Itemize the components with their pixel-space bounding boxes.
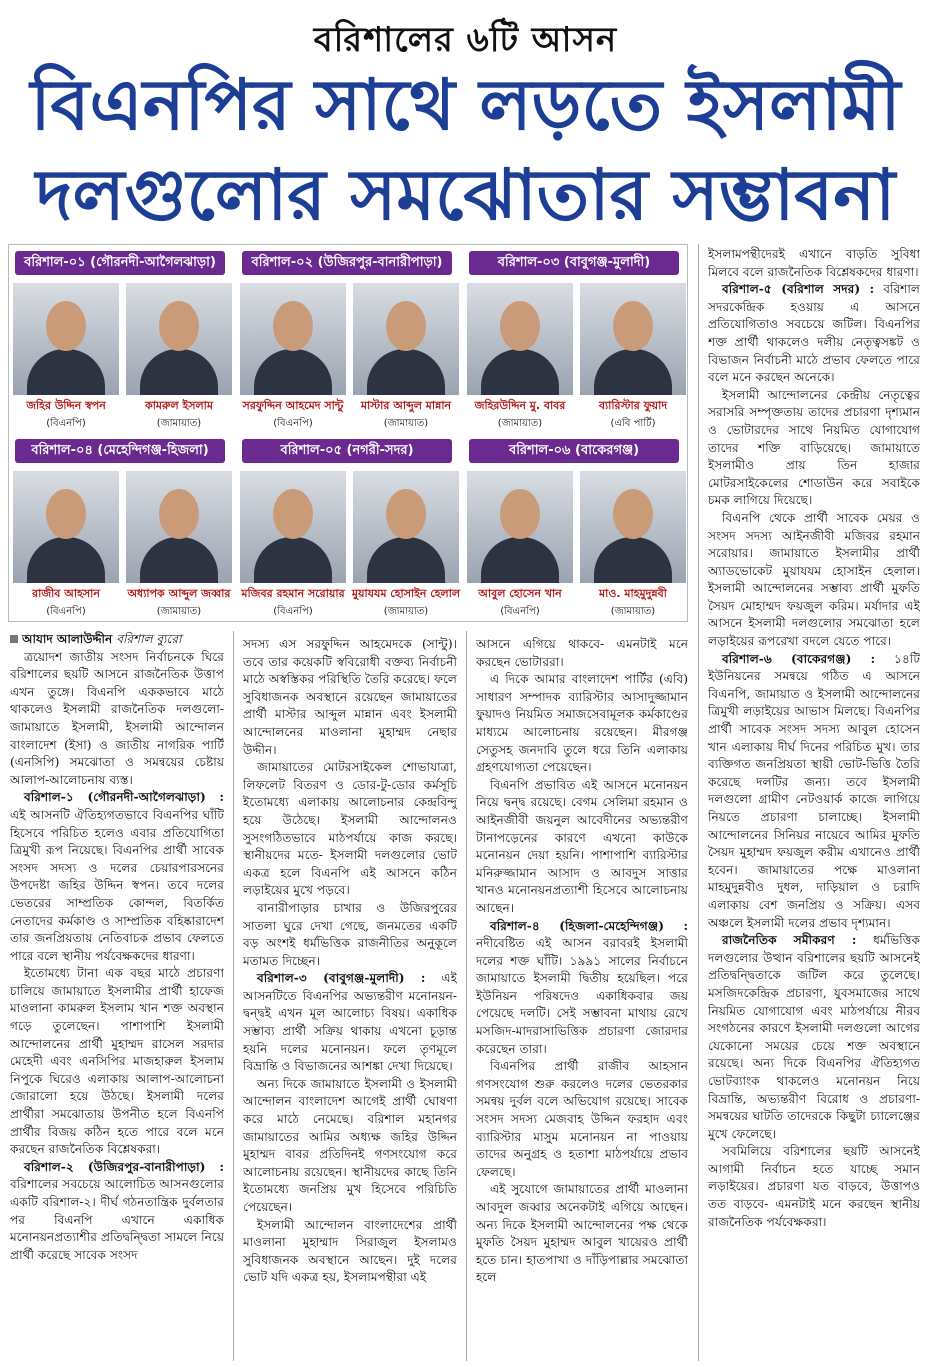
- article-paragraph: বিএনপি থেকে প্রার্থী সাবেক মেয়র ও সংসদ সদস্য আইনজীবী মজিবর রহমান সরোয়ার। জামায়াতে ইসলামীর প্রার্থী অ্যাডভোকেট মুয়াযযম হোসাইন হেলাল। ইসলামী আন্দোলনের সম্ভাব্য প্রার্থী মুফতি সৈয়দ মোহাম্মদ ফয়জুল করিম। মর্যাদার এই আসনে ইসলামী দলগুলোর সমঝোতা হলে লড়াইয়ের রূপরেখা বদলে যেতে পারে।: [708, 510, 920, 649]
- portrait-body: [367, 537, 445, 583]
- column-rule: [698, 244, 699, 1361]
- article-column-1: [10, 631, 224, 1361]
- portrait-head: [500, 301, 540, 351]
- candidate-photo: [580, 471, 686, 583]
- candidate-party: (বিএনপি): [273, 418, 313, 429]
- article-paragraph: [10, 1159, 224, 1265]
- candidate-party: (জামায়াত): [383, 418, 429, 429]
- candidate-party: (বিএনপি): [46, 418, 86, 429]
- portrait-body: [254, 537, 332, 583]
- portrait-head: [386, 301, 426, 351]
- article-paragraph: ইসলামী আন্দোলন বাংলাদেশের প্রার্থী মাওলানা মুহাম্মাদ সিরাজুল ইসলামও সুবিধাজনক অবস্থানে আছেন। দুই দলের ভোট যদি একত্র হয়, ইসলামপন্থীরা এই: [243, 1217, 457, 1285]
- candidate-card: [467, 283, 573, 435]
- portrait-head: [613, 301, 653, 351]
- candidate-card: [240, 471, 346, 623]
- reporter-desk: বরিশাল ব্যুরো: [116, 632, 182, 646]
- candidate-card: [353, 283, 459, 435]
- candidate-party: (জামায়াত): [156, 606, 202, 617]
- column-rule: [233, 631, 234, 1361]
- headline-line-2: দলগুলোর সমঝোতার সম্ভাবনা: [35, 154, 896, 236]
- article-column-3: [476, 636, 688, 1361]
- portrait-body: [367, 349, 445, 395]
- candidate-name: মাও. মাহমুদুন্নবী: [599, 587, 667, 600]
- portrait-body: [594, 349, 672, 395]
- kicker: বরিশালের ৬টি আসন: [313, 20, 618, 60]
- article-paragraph: বিএনপি প্রভাবিত এই আসনে মনোনয়ন নিয়ে দ্বন্দ্ব রয়েছে। বেগম সেলিমা রহমান ও আইনজীবী জয়নুল আবেদীনের অভ্যন্তরীণ টানাপড়েনের কারণে এখনো কাউকে মনোনয়ন দেয়া হয়নি। পাশাপাশি ব্যারিস্টার মনিরুজ্জামান আসাদ ও আবদুস সাত্তার খানও মনোনয়নপ্রত্যাশী হিসেবে আলোচনায় আছেন।: [476, 777, 688, 915]
- article-paragraph: অন্য দিকে জামায়াতে ইসলামী ও ইসলামী আন্দোলন বাংলাদেশ আগেই প্রার্থী ঘোষণা করে মাঠে নেমেছে। বরিশাল মহানগর জামায়াতের আমির অধ্যক্ষ জহির উদ্দিন মুহাম্মদ বাবর প্রতিদিনই গণসংযোগ করে আলোচনায় রয়েছেন। স্থানীয়দের কাছে তিনি ইতোমধ্যে জনপ্রিয় মুখ হিসেবে পরিচিতি পেয়েছেন।: [243, 1076, 457, 1214]
- candidate-card: [126, 471, 232, 623]
- candidate-name: আবুল হোসেন খান: [478, 587, 562, 600]
- article-paragraph: ত্রয়োদশ জাতীয় সংসদ নির্বাচনকে ঘিরে বরিশালের ছয়টি আসনে রাজনৈতিক উত্তাপ এখন তুঙ্গে। বিএনপি এককভাবে মাঠে থাকলেও ইসলামী রাজনৈতিক দলগুলো- জামায়াতে ইসলামী, ইসলামী আন্দোলন বাংলাদেশ (ইসা) ও জাতীয় নাগরিক পার্টি (এনসিপি) সমঝোতা ও সমন্বয়ের চেষ্টায় আলাপ-আলোচনায় ব্যস্ত।: [10, 649, 224, 787]
- section-subhead: বরিশাল-৫ (বরিশাল সদর) :: [722, 282, 875, 297]
- article-paragraph: [708, 651, 920, 933]
- seat-banner: বরিশাল-০৩ (বাবুগঞ্জ-মুলাদী): [469, 251, 679, 275]
- candidate-party: (এবি পার্টি): [610, 418, 656, 429]
- headline-line-1: বিএনপির সাথে লড়তে ইসলামী: [30, 64, 901, 146]
- portrait-head: [159, 301, 199, 351]
- candidate-name: অধ্যাপক আব্দুল জব্বার: [127, 587, 231, 600]
- candidate-name: রাজীব আহসান: [32, 587, 100, 600]
- candidate-card: [580, 471, 686, 623]
- candidate-name: জহির উদ্দিন স্বপন: [26, 399, 106, 412]
- seat-banner: বরিশাল-০১ (গৌরনদী-আগৈলঝাড়া): [15, 251, 225, 275]
- candidate-name: মুয়াযযম হোসাইন হেলাল: [351, 587, 461, 600]
- article-paragraph: সবমিলিয়ে বরিশালের ছয়টি আসনেই আগামী নির্বাচন হতে যাচ্ছে সমান লড়াইয়ের। প্রচারণা যত বাড়বে, উত্তাপও তত বাড়বে- এমনটাই মনে করছেন স্থানীয় রাজনৈতিক পর্যবেক্ষকরা।: [708, 1144, 920, 1229]
- article-paragraph: আসনে এগিয়ে থাকবে- এমনটাই মনে করছেন ভোটাররা।: [476, 637, 688, 669]
- seat-banner: বরিশাল-০৬ (বাকেরগঞ্জ): [469, 439, 679, 463]
- candidate-card: [467, 471, 573, 623]
- article-paragraph: এই সুযোগে জামায়াতের প্রার্থী মাওলানা আবদুল জব্বার অনেকটাই এগিয়ে আছেন। অন্য দিকে ইসলামী আন্দোলনের পক্ষ থেকে মুফতি সৈয়দ মুহাম্মদ আবুল খায়েরও প্রার্থী হতে চান। হাতপাখা ও দাঁড়িপাল্লার সমঝোতা হলে: [476, 1182, 688, 1285]
- portrait-head: [613, 489, 653, 539]
- candidate-party: (জামায়াত): [610, 606, 656, 617]
- candidate-name: ব্যারিস্টার ফুয়াদ: [598, 399, 668, 412]
- candidate-photo-panel: [8, 244, 688, 622]
- candidate-photo: [467, 283, 573, 395]
- article-column-2: [243, 636, 457, 1361]
- article-paragraph: ইসলামী আন্দোলনের কেন্দ্রীয় নেতৃত্বের সরাসরি সম্পৃক্ততায় তাদের প্রচারণা দৃশ্যমান ও ভোটারদের সাথে নিয়মিত যোগাযোগ তাদের শক্তি বাড়িয়েছে। জামায়াতে ইসলামীও প্রায় তিন হাজার মোটরসাইকেলের শোডাউন করে সবাইকে চমক লাগিয়ে দিয়েছে।: [708, 387, 920, 508]
- section-subhead: রাজনৈতিক সমীকরণ :: [722, 933, 857, 948]
- candidate-party: (জামায়াত): [383, 606, 429, 617]
- seat-banner: বরিশাল-০৫ (নগরী-সদর): [242, 439, 452, 463]
- candidate-party: (বিএনপি): [273, 606, 313, 617]
- candidate-party: (জামায়াত): [156, 418, 202, 429]
- paragraph-text: বরিশাল সদরকেন্দ্রিক হওয়ায় এ আসনে প্রতিযোগিতাও সবচেয়ে জটিল। বিএনপির শক্ত প্রার্থী থাকলেও দলীয় নেতৃত্বসঙ্কট ও বিভাজন নির্বাচনী মাঠে প্রভাব ফেলতে পারে বলে মনে করছেন অনেকে।: [708, 282, 920, 385]
- candidate-photo: [580, 283, 686, 395]
- portrait-head: [46, 301, 86, 351]
- article-paragraph: বিএনপির প্রার্থী রাজীব আহসান গণসংযোগ শুরু করলেও দলের ভেতরকার সমন্বয় দুর্বল বলে অভিযোগ রয়েছে। সাবেক সংসদ সদস্য মেজবাহ উদ্দিন ফরহাদ এবং ব্যারিস্টার মাসুম মনোনয়ন না পাওয়ায় তাদের অনুগ্রহ ও হতাশা মাঠপর্যায়ে প্রভাব ফেলছে।: [476, 1059, 688, 1179]
- article-paragraph: [243, 970, 457, 1076]
- article-paragraph: সদস্য এস সরফুদ্দিন আহমেদকে (সান্টু)। তবে তার কয়েকটি স্ববিরোধী বক্তব্য নির্বাচনী মাঠে অস্বস্তিকর পরিস্থিতি তৈরি করেছে। ফলে সুবিধাজনক অবস্থানে রয়েছেন জামায়াতের প্রার্থী মাস্টার আব্দুল মান্নান এবং ইসলামী আন্দোলনের মাওলানা মুহাম্মদ নেছার উদ্দীন।: [243, 637, 457, 757]
- section-subhead: বরিশাল-৪ (হিজলা-মেহেন্দিগঞ্জ) :: [490, 918, 688, 933]
- paragraph-text: বরিশালের সবচেয়ে আলোচিত আসনগুলোর একটি বরিশাল-২। দীর্ঘ গঠনতান্ত্রিক দুর্বলতার পর বিএনপি এখানে একাধিক মনোনয়নপ্রত্যাশীর প্রতিদ্বন্দ্বিতা সামলে নিয়ে প্রার্থী করেছে সাবেক সংসদ: [10, 1177, 224, 1262]
- article-paragraph: [476, 918, 688, 1059]
- candidate-card: [13, 283, 119, 435]
- paragraph-text: এই আসনটিতে বিএনপির অভ্যন্তরীণ মনোনয়ন-দ্বন্দ্বই এখন মূল আলোচ্য বিষয়। একাধিক সম্ভাব্য প্রার্থী সক্রিয় থাকায় এখনো চূড়ান্ত হয়নি দলের মনোনয়ন। ফলে তৃণমূলে বিভ্রান্তি ও বিভাজনের আশঙ্কা দেখা দিয়েছে।: [243, 971, 457, 1074]
- candidate-name: কামরুল ইসলাম: [145, 399, 213, 412]
- portrait-body: [594, 537, 672, 583]
- seat-banner: বরিশাল-০৪ (মেহেন্দিগঞ্জ-হিজলা): [15, 439, 225, 463]
- article-column-4: [708, 246, 920, 1361]
- portrait-body: [27, 537, 105, 583]
- candidate-card: [126, 283, 232, 435]
- portrait-body: [481, 537, 559, 583]
- candidate-card: [13, 471, 119, 623]
- candidate-photo: [467, 471, 573, 583]
- paragraph-text: ধর্মভিত্তিক দলগুলোর উত্থান বরিশালের ছয়টি আসনেই প্রতিদ্বন্দ্বিতাকে জটিল করে তুলেছে। মসজিদকেন্দ্রিক প্রচারণা, যুবসমাজের সাথে নিয়মিত যোগাযোগ এবং মাঠপর্যায়ে নীরব সংগঠনের কারণে ইসলামী দলগুলো আগের যেকোনো সময়ের চেয়ে শক্ত অবস্থানে রয়েছে। অন্য দিকে বিএনপির ঐতিহ্যগত ভোটব্যাংক থাকলেও মনোনয়ন নিয়ে বিভ্রান্তি, অভ্যন্তরীণ বিরোধ ও প্রচারণা-সমন্বয়ের ঘাটতি তাদেরকে কিছুটা চ্যালেঞ্জের মুখে ফেলেছে।: [708, 933, 920, 1141]
- portrait-body: [140, 537, 218, 583]
- column-rule: [466, 631, 467, 1361]
- candidate-card: [240, 283, 346, 435]
- article-paragraph: [10, 789, 224, 965]
- candidate-photo: [353, 283, 459, 395]
- candidate-party: (বিএনপি): [500, 606, 540, 617]
- candidate-name: সরফুদ্দিন আহমেদ সান্টু: [242, 399, 344, 412]
- portrait-head: [46, 489, 86, 539]
- article-paragraph: জামায়াতের মোটরসাইকেল শোভাযাত্রা, লিফলেট বিতরণ ও ডোর-টু-ডোর কর্মসূচি ইতোমধ্যে এলাকায় আলোচনার কেন্দ্রবিন্দু হয়ে উঠেছে। ইসলামী আন্দোলনও সুসংগঠিতভাবে মাঠপর্যায়ে কাজ করছে। স্থানীয়দের মতে- ইসলামী দলগুলোর ভোট একত্র হলে বিএনপি এই আসনে কঠিন লড়াইয়ের মুখে পড়বে।: [243, 760, 457, 898]
- candidate-name: জহিরউদ্দিন মু. বাবর: [474, 399, 566, 412]
- candidate-photo: [13, 471, 119, 583]
- article-paragraph: ইসলামপন্থীদেরই এখানে বাড়তি সুবিধা মিলবে বলে রাজনৈতিক বিশ্লেষকদের ধারণা।: [708, 247, 920, 279]
- portrait-body: [140, 349, 218, 395]
- portrait-head: [386, 489, 426, 539]
- portrait-body: [481, 349, 559, 395]
- article-paragraph: এ দিকে আমার বাংলাদেশ পার্টির (এবি) সাধারণ সম্পাদক ব্যারিস্টার আসাদুজ্জামান ফুয়াদও নিয়মিত সমাজসেবামূলক কর্মকাণ্ডের মাধ্যমে আলোচনায় রয়েছেন। মীরগঞ্জ সেতুসহ জনদাবি তুলে ধরে তিনি এলাকায় গ্রহণযোগ্যতা পেয়েছেন।: [476, 672, 688, 775]
- paragraph-text: নদীবেষ্টিত এই আসন বরাবরই ইসলামী দলের শক্ত ঘাঁটি। ১৯৯১ সালের নির্বাচনে জামায়াতে ইসলামী দ্বিতীয় হয়েছিল। পরে ইউনিয়ন পরিষদেও একাধিকবার জয় পেয়েছে দলটি। সেই সম্ভাবনা মাথায় রেখে মসজিদ-মাদরাসাভিত্তিক প্রচারণা জোরদার করেছেন তারা।: [476, 936, 688, 1056]
- byline: [10, 631, 224, 649]
- paragraph-text: এই আসনটি ঐতিহ্যগতভাবে বিএনপির ঘাঁটি হিসেবে পরিচিত হলেও এবার প্রতিযোগিতা ত্রিমুখী রূপ নিয়েছে। বিএনপির প্রার্থী সাবেক সংসদ সদস্য ও দলের চেয়ারপারসনের উপদেষ্টা জহির উদ্দিন স্বপন। তবে দলের ভেতরের সাম্প্রতিক কোন্দল, বিতর্কিত নেতাদের কর্মকাণ্ড ও সাম্প্রতিক বহিষ্কারাদেশ তার জনপ্রিয়তায় নেতিবাচক প্রভাব ফেলতে পারে বলে স্থানীয় পর্যবেক্ষকদের ধারণা।: [10, 807, 224, 963]
- portrait-body: [254, 349, 332, 395]
- article-paragraph: [708, 281, 920, 387]
- section-subhead: বরিশাল-৬ (বাকেরগঞ্জ) :: [722, 651, 876, 666]
- candidate-card: [353, 471, 459, 623]
- article-paragraph: ইতোমধ্যে টানা এক বছর মাঠে প্রচারণা চালিয়ে জামায়াতে ইসলামীর প্রার্থী হাফেজ মাওলানা কামরুল ইসলাম খান শক্ত অবস্থান গড়ে তুলেছেন। পাশাপাশি ইসলামী আন্দোলনের প্রার্থী মুহাম্মদ রাসেল সরদার মেহেদী এবং এনসিপির মাজহারুল ইসলাম নিপুকে ঘিরেও এলাকায় আলাপ-আলোচনা জোরালো হয়ে উঠছে। ইসলামী দলের প্রার্থীরা সমঝোতায় উপনীত হলে বিএনপি প্রার্থীর বিজয় কঠিন হতে পারে বলে মনে করছেন রাজনৈতিক বিশ্লেষকরা।: [10, 966, 224, 1157]
- byline-square-icon: [10, 635, 18, 643]
- candidate-photo: [126, 471, 232, 583]
- portrait-body: [27, 349, 105, 395]
- candidate-photo: [240, 283, 346, 395]
- candidate-name: মাস্টার আব্দুল মান্নান: [360, 399, 452, 412]
- candidate-photo: [353, 471, 459, 583]
- portrait-head: [273, 301, 313, 351]
- paragraph-text: ১৪টি ইউনিয়নের সমন্বয়ে গঠিত এ আসনে বিএনপি, জামায়াত ও ইসলামী আন্দোলনের ত্রিমুখী লড়াইয়ের আভাস মিলছে। বিএনপির প্রার্থী সাবেক সংসদ সদস্য আবুল হোসেন খান এলাকায় দীর্ঘ দিনের পরিচিত মুখ। তার ব্যক্তিগত জনপ্রিয়তা স্থায়ী ভোট-ভিত্তি তৈরি করেছে দলটির জন্য। তবে ইসলামী দলগুলো গ্রামীণ নেটওয়ার্ক কাজে লাগিয়ে নিয়তে প্রচারণা চালাচ্ছে। ইসলামী আন্দোলনের সিনিয়র নায়েবে আমির মুফতি সৈয়দ মুহাম্মদ ফয়জুল করীম এখানেও প্রার্থী হবেন। জামায়াতের পক্ষে মাওলানা মাহমুদুন্নবীও দুধল, দাড়িয়াল ও চরাদি এলাকায় বেশ জনপ্রিয় ও সক্রিয়। এসব অঞ্চলে ইসলামী দলের প্রভাব দৃশ্যমান।: [708, 651, 920, 930]
- article-paragraph: [708, 932, 920, 1143]
- candidate-photo: [13, 283, 119, 395]
- candidate-party: (বিএনপি): [46, 606, 86, 617]
- candidate-photo: [126, 283, 232, 395]
- article-paragraph: বানারীপাড়ার চাখার ও উজিরপুরের সাতলা ঘুরে দেখা গেছে, জনমতের একটি বড় অংশই ধর্মভিত্তিক রাজনীতির অনুকূলে মতামত দিচ্ছেন।: [243, 900, 457, 968]
- portrait-head: [273, 489, 313, 539]
- section-subhead: বরিশাল-২ (উজিরপুর-বানারীপাড়া) :: [24, 1159, 224, 1174]
- section-subhead: বরিশাল-৩ (বাবুগঞ্জ-মুলাদী) :: [257, 971, 426, 986]
- candidate-name: মজিবর রহমান সরোয়ার: [241, 587, 345, 600]
- reporter-name: আযাদ আলাউদ্দীন: [22, 632, 113, 646]
- candidate-photo: [240, 471, 346, 583]
- candidate-card: [580, 283, 686, 435]
- portrait-head: [159, 489, 199, 539]
- portrait-head: [500, 489, 540, 539]
- seat-banner: বরিশাল-০২ (উজিরপুর-বানারীপাড়া): [242, 251, 452, 275]
- section-subhead: বরিশাল-১ (গৌরনদী-আগৈলঝাড়া) :: [24, 790, 224, 805]
- candidate-party: (জামায়াত): [497, 418, 543, 429]
